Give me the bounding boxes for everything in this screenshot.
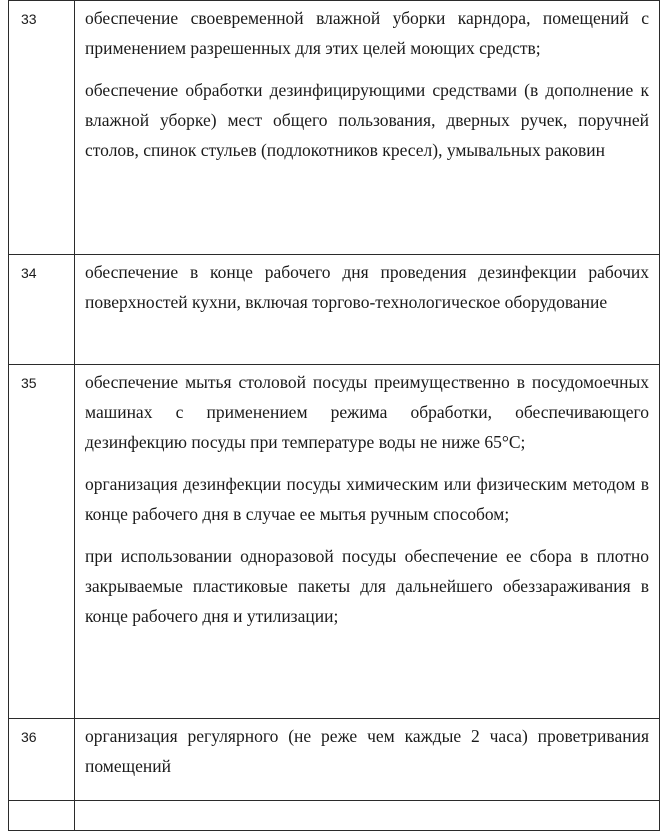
table-row bbox=[9, 255, 660, 365]
paragraph: обеспечение в конце рабочего дня проведения дезинфекции рабочих поверхностей кухни, включая торгово-технологическое оборудование bbox=[85, 262, 649, 312]
row-text bbox=[75, 719, 660, 801]
row-number: 36 bbox=[9, 719, 75, 801]
paragraph: обеспечение мытья столовой посуды преимущественно в посудомоечных машинах с применением режима обработки, обеспечивающего дезинфекцию посуды при температуре воды не ниже 65°C; bbox=[85, 372, 649, 452]
table-row bbox=[9, 365, 660, 719]
row-number: 34 bbox=[9, 255, 75, 365]
row-text-empty bbox=[75, 801, 660, 831]
paragraph: обеспечение обработки дезинфицирующими средствами (в дополнение к влажной уборке) мест общего пользования, дверных ручек, поручней столов, спинок стульев (подлокотников кресел), умывальных раковин bbox=[85, 80, 649, 160]
row-text bbox=[75, 255, 660, 365]
table-row-partial bbox=[9, 801, 660, 831]
paragraph: при использовании одноразовой посуды обеспечение ее сбора в плотно закрываемые пластиковые пакеты для дальнейшего обеззараживания в конце рабочего дня и утилизации; bbox=[85, 546, 649, 626]
row-text bbox=[75, 365, 660, 719]
row-number: 35 bbox=[9, 365, 75, 719]
measures-table bbox=[8, 0, 660, 831]
paragraph: организация дезинфекции посуды химическим или физическим методом в конце рабочего дня в случае ее мытья ручным способом; bbox=[85, 474, 649, 524]
paragraph: организация регулярного (не реже чем каждые 2 часа) проветривания помещений bbox=[85, 726, 649, 776]
table-row bbox=[9, 719, 660, 801]
paragraph: обеспечение своевременной влажной уборки карндора, помещений с применением разрешенных для этих целей моющих средств; bbox=[85, 8, 649, 58]
row-number: 33 bbox=[9, 1, 75, 255]
table-row bbox=[9, 1, 660, 255]
row-text bbox=[75, 1, 660, 255]
row-number-empty bbox=[9, 801, 75, 831]
